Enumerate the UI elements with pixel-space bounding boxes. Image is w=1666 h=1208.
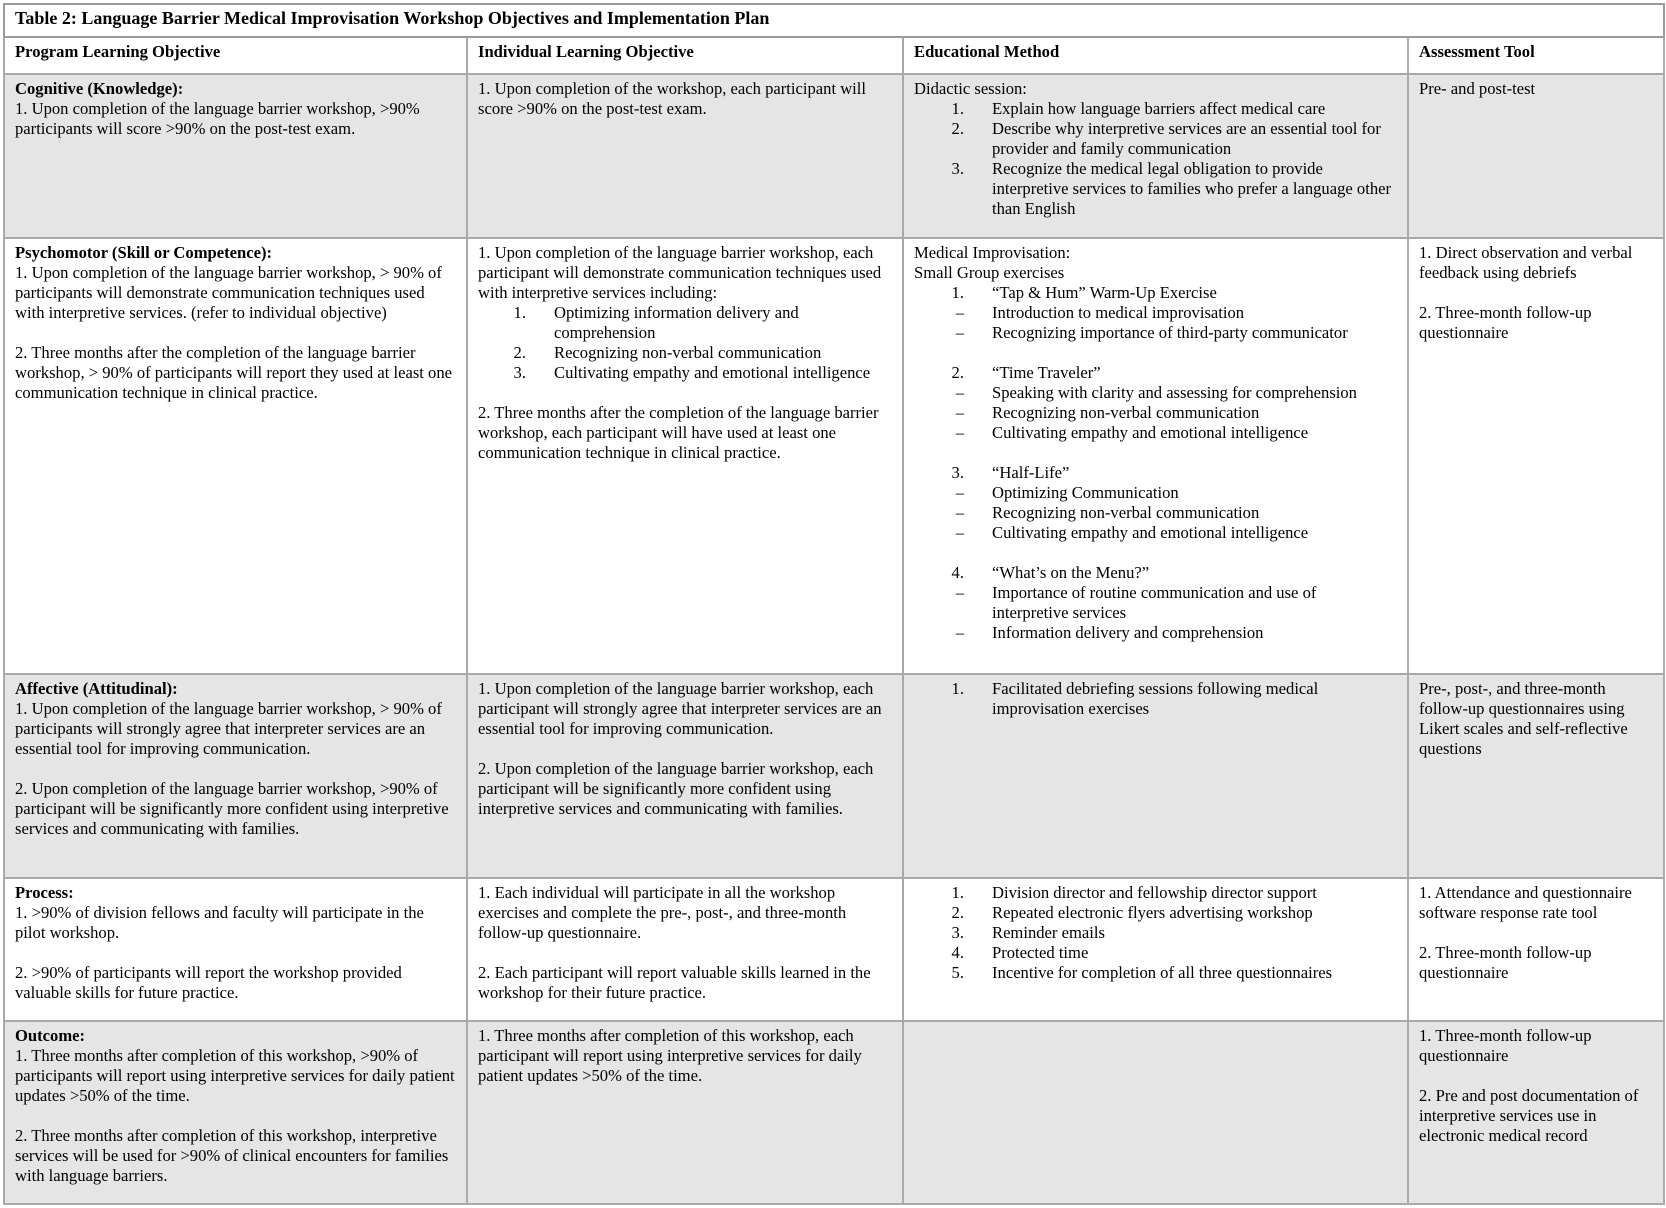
list-number: 2. (951, 902, 964, 922)
list-item (914, 159, 1397, 219)
program-objective-cell (4, 674, 467, 877)
table-row-affective (4, 674, 1664, 877)
program-objective-text: 1. Three months after completion of this workshop, >90% of participants will report using interpretive services for daily patient updates >50% of the time. (15, 1046, 455, 1106)
category-label: Affective (Attitudinal): (15, 679, 178, 699)
exercise-point: – Recognizing non-verbal communication (955, 403, 1260, 423)
program-objective-cell (4, 74, 467, 238)
list-number: 5. (951, 962, 964, 982)
individual-objective-text: 1. Each individual will participate in all the workshop exercises and complete the pre-, post-, and three-month follow-up questionnaire. (478, 882, 847, 942)
method-intro: Medical Improvisation: (914, 243, 1071, 263)
exercise-point: – Speaking with clarity and assessing for comprehension (955, 383, 1357, 403)
table-row-cognitive (4, 74, 1664, 238)
program-objective-cell (4, 878, 467, 1022)
program-objective-text: 1. Upon completion of the language barrier workshop, > 90% of participants will strongly agree that interpreter services are an essential tool for improving communication. (15, 699, 442, 759)
assessment-tool-cell (1408, 238, 1664, 674)
table-container (3, 3, 1663, 1205)
exercise-point: – Cultivating empathy and emotional intelligence (955, 523, 1309, 543)
program-objective-text: 1. Upon completion of the language barrier workshop, >90% participants will score >90% on the post-test exam. (15, 98, 420, 138)
assessment-tool-cell (1408, 74, 1664, 238)
list-number: 3. (951, 922, 964, 942)
assessment-tool-cell (1408, 674, 1664, 877)
list-text: Division director and fellowship director support (992, 882, 1317, 902)
assessment-tool-cell (1408, 1021, 1664, 1204)
list-number: 1. (951, 882, 964, 902)
header-program-objective: Program Learning Objective (4, 37, 467, 74)
exercise-point: – Cultivating empathy and emotional intelligence (955, 423, 1309, 443)
exercise-point: – Recognizing importance of third-party communicator (955, 323, 1348, 343)
table-header-row (4, 37, 1664, 74)
educational-method-cell (903, 674, 1408, 877)
exercise-point: – Recognizing non-verbal communication (955, 503, 1260, 523)
category-label: Outcome: (15, 1026, 86, 1046)
method-intro: Small Group exercises (914, 263, 1065, 283)
list-item (914, 119, 1397, 159)
list-number: 3. (513, 363, 526, 383)
technique-list (478, 303, 892, 383)
list-text: Recognizing non-verbal communication (554, 343, 822, 363)
program-objective-text: 2. Upon completion of the language barrier workshop, >90% of participant will be significantly more confident using interpretive services and communicating with families. (15, 779, 449, 839)
list-item (914, 963, 1397, 983)
program-objective-cell (4, 1021, 467, 1204)
list-item (914, 99, 1397, 119)
method-list (914, 679, 1397, 719)
method-list (914, 883, 1397, 983)
list-text: Explain how language barriers affect medical care (992, 98, 1326, 118)
exercise-point: – Introduction to medical improvisation (955, 303, 1245, 323)
exercise-title: 1. “Tap & Hum” Warm-Up Exercise (951, 283, 1217, 303)
category-label: Psychomotor (Skill or Competence): (15, 243, 273, 263)
exercise-title: 2. “Time Traveler” (951, 363, 1101, 383)
individual-objective-text: 1. Three months after completion of this workshop, each participant will report using interpretive services for daily patient updates >50% of the time. (478, 1026, 862, 1086)
educational-method-cell (903, 74, 1408, 238)
individual-objective-cell (467, 74, 903, 238)
list-text: Reminder emails (992, 922, 1105, 942)
objectives-table (3, 3, 1665, 1205)
individual-objective-text: 1. Upon completion of the workshop, each participant will score >90% on the post-test exam. (478, 78, 867, 118)
header-assessment-tool: Assessment Tool (1408, 37, 1664, 74)
exercise-point: – Optimizing Communication (955, 483, 1179, 503)
assessment-text: 1. Attendance and questionnaire software response rate tool (1419, 882, 1632, 922)
table-row-psychomotor (4, 238, 1664, 674)
list-text: Cultivating empathy and emotional intelligence (554, 363, 871, 383)
list-number: 2. (513, 343, 526, 363)
individual-objective-cell (467, 674, 903, 877)
list-text: Protected time (992, 942, 1089, 962)
individual-objective-text: 1. Upon completion of the language barrier workshop, each participant will demonstrate communication techniques used with interpretive services including: (478, 243, 882, 303)
list-item (478, 343, 892, 363)
assessment-text: 2. Three-month follow-up questionnaire (1419, 303, 1592, 343)
list-text: Describe why interpretive services are an essential tool for provider and family communication (992, 118, 1381, 158)
list-item (914, 923, 1397, 943)
exercise-point: – Importance of routine communication and use of interpretive services (955, 583, 1317, 623)
list-item (478, 303, 892, 343)
category-label: Cognitive (Knowledge): (15, 78, 184, 98)
individual-objective-text: 2. Each participant will report valuable skills learned in the workshop for their future practice. (478, 962, 871, 1002)
list-item (478, 363, 892, 383)
exercise-point: – Information delivery and comprehension (955, 623, 1264, 643)
assessment-text: Pre- and post-test (1419, 78, 1536, 98)
individual-objective-cell (467, 878, 903, 1022)
educational-method-cell (903, 1021, 1408, 1204)
individual-objective-text: 2. Upon completion of the language barrier workshop, each participant will be significantly more confident using interpretive services and communicating with families. (478, 759, 874, 819)
list-number: 3. (951, 158, 964, 178)
table-row-outcome (4, 1021, 1664, 1204)
assessment-text: 1. Three-month follow-up questionnaire (1419, 1026, 1592, 1066)
list-number: 1. (951, 679, 964, 699)
educational-method-cell (903, 238, 1408, 674)
individual-objective-cell (467, 238, 903, 674)
assessment-text: 1. Direct observation and verbal feedback using debriefs (1419, 243, 1633, 283)
program-objective-cell (4, 238, 467, 674)
program-objective-text: 1. >90% of division fellows and faculty will participate in the pilot workshop. (15, 902, 424, 942)
table-title: Table 2: Language Barrier Medical Improvisation Workshop Objectives and Implementation Plan (4, 4, 1664, 37)
list-item (914, 679, 1397, 719)
list-item (914, 883, 1397, 903)
program-objective-text: 1. Upon completion of the language barrier workshop, > 90% of participants will demonstrate communication techniques used with interpretive services. (refer to individual objective) (15, 263, 442, 323)
category-label: Process: (15, 882, 74, 902)
list-number: 1. (513, 303, 526, 323)
educational-method-cell (903, 878, 1408, 1022)
assessment-text: 2. Pre and post documentation of interpretive services use in electronic medical record (1419, 1086, 1639, 1146)
table-row-process (4, 878, 1664, 1022)
individual-objective-text: 2. Three months after the completion of the language barrier workshop, each participant will have used at least one communication technique in clinical practice. (478, 403, 879, 463)
program-objective-text: 2. Three months after completion of this workshop, interpretive services will be used for >90% of clinical encounters for families with language barriers. (15, 1126, 449, 1186)
list-number: 2. (951, 118, 964, 138)
list-text: Optimizing information delivery and comprehension (554, 303, 799, 343)
list-number: 1. (951, 98, 964, 118)
table-title-row (4, 4, 1664, 37)
list-text: Facilitated debriefing sessions following medical improvisation exercises (992, 679, 1319, 719)
list-item (914, 903, 1397, 923)
exercise-title: 4. “What’s on the Menu?” (951, 563, 1150, 583)
assessment-text: 2. Three-month follow-up questionnaire (1419, 942, 1592, 982)
list-text: Repeated electronic flyers advertising workshop (992, 902, 1313, 922)
method-intro: Didactic session: (914, 78, 1027, 98)
list-text: Incentive for completion of all three questionnaires (992, 962, 1333, 982)
exercise-title: 3. “Half-Life” (951, 463, 1070, 483)
assessment-tool-cell (1408, 878, 1664, 1022)
individual-objective-cell (467, 1021, 903, 1204)
program-objective-text: 2. >90% of participants will report the workshop provided valuable skills for future practice. (15, 962, 402, 1002)
list-number: 4. (951, 942, 964, 962)
individual-objective-text: 1. Upon completion of the language barrier workshop, each participant will strongly agree that interpreter services are an essential tool for improving communication. (478, 679, 882, 739)
assessment-text: Pre-, post-, and three-month follow-up questionnaires using Likert scales and self-reflective questions (1419, 679, 1628, 759)
list-text: Recognize the medical legal obligation to provide interpretive services to families who prefer a language other than English (992, 158, 1392, 218)
list-item (914, 943, 1397, 963)
header-individual-objective: Individual Learning Objective (467, 37, 903, 74)
method-list (914, 99, 1397, 219)
header-educational-method: Educational Method (903, 37, 1408, 74)
program-objective-text: 2. Three months after the completion of the language barrier workshop, > 90% of participants will report they used at least one communication technique in clinical practice. (15, 343, 453, 403)
